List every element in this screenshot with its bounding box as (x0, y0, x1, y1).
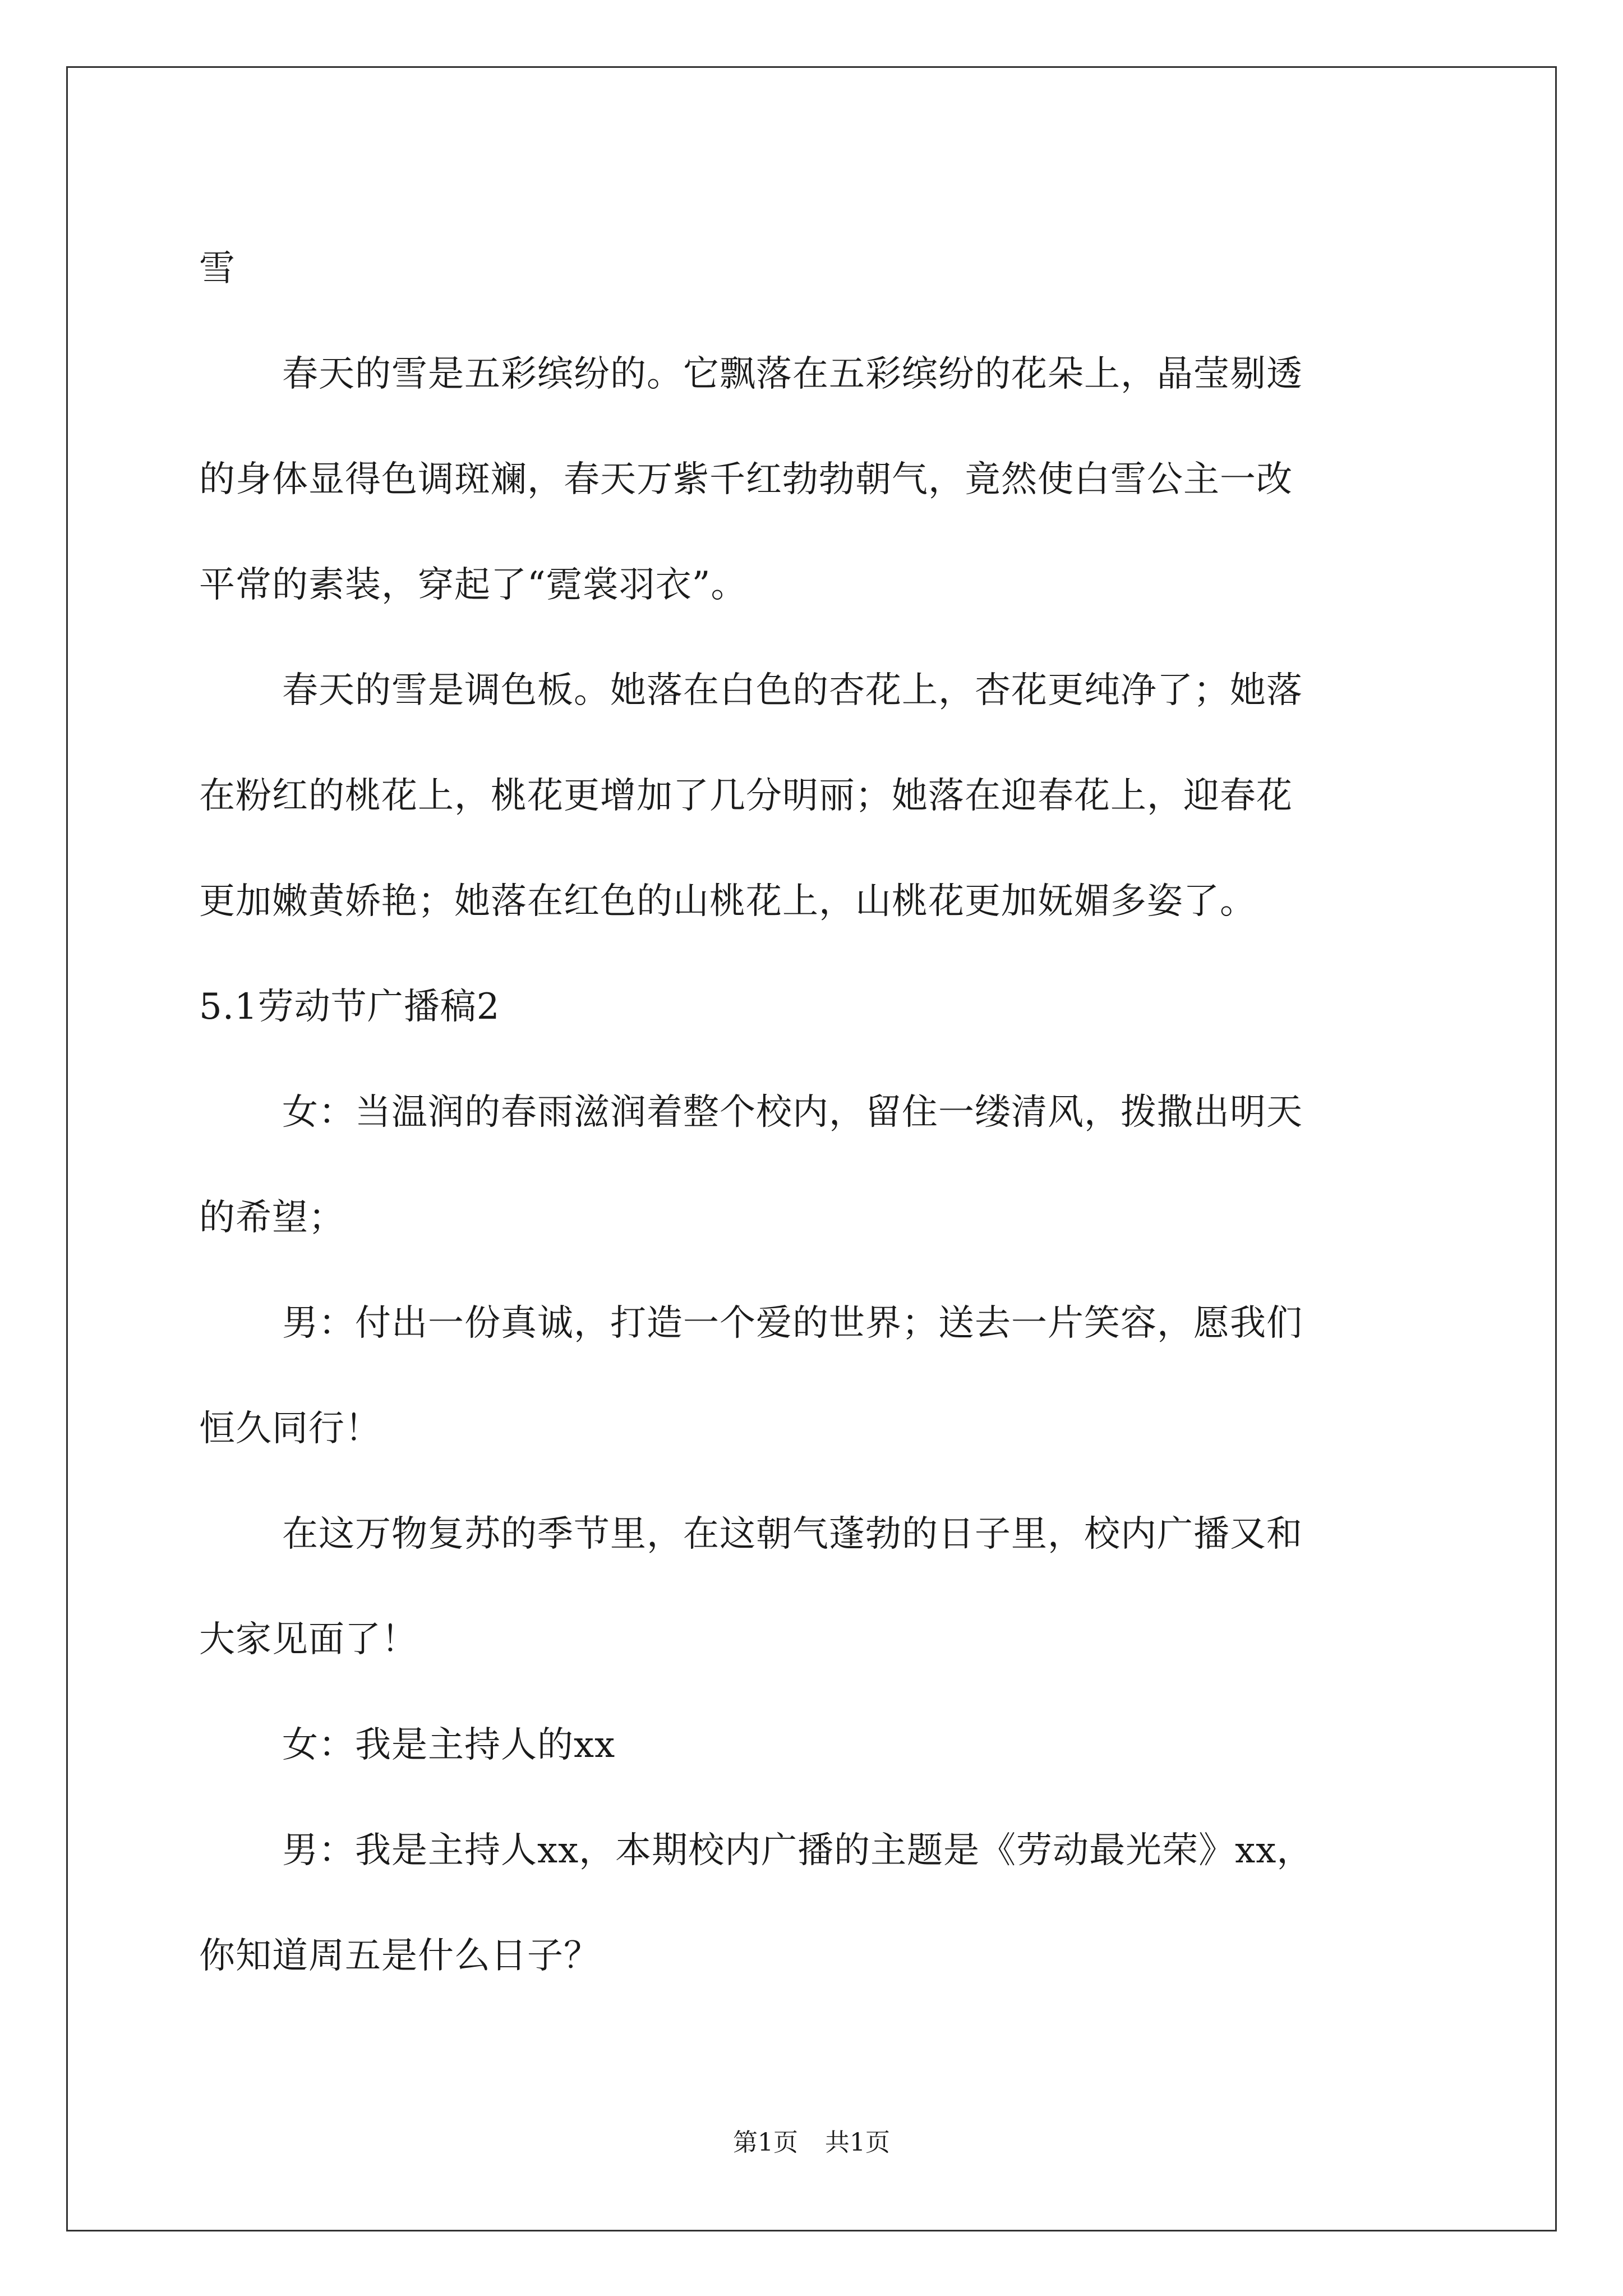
section-title: 5.1劳动节广播稿2 (199, 986, 500, 1028)
paragraph-line: 女：当温润的春雨滋润着整个校内，留住一缕清风，拨撒出明天 (282, 1092, 1303, 1133)
paragraph-line: 男：我是主持人xx，本期校内广播的主题是《劳动最光荣》xx， (282, 1830, 1313, 1871)
paragraph-line: 恒久同行！ (199, 1408, 381, 1450)
heading-line: 雪 (199, 248, 236, 289)
paragraph-line: 在粉红的桃花上，桃花更增加了几分明丽；她落在迎春花上，迎春花 (199, 775, 1293, 817)
paragraph-line: 男：付出一份真诚，打造一个爱的世界；送去一片笑容，愿我们 (282, 1303, 1303, 1344)
paragraph-line: 在这万物复苏的季节里，在这朝气蓬勃的日子里，校内广播又和 (282, 1513, 1303, 1555)
paragraph-line: 春天的雪是调色板。她落在白色的杏花上，杏花更纯净了；她落 (282, 670, 1303, 711)
paragraph-line: 大家见面了！ (199, 1619, 418, 1660)
paragraph-line: 更加嫩黄娇艳；她落在红色的山桃花上，山桃花更加妩媚多姿了。 (199, 881, 1256, 922)
paragraph-line: 春天的雪是五彩缤纷的。它飘落在五彩缤纷的花朵上，晶莹剔透 (282, 353, 1303, 395)
document-body (199, 216, 1433, 2009)
paragraph-line: 平常的素装，穿起了“霓裳羽衣”。 (199, 564, 748, 606)
paragraph-line: 的身体显得色调斑斓，春天万紫千红勃勃朝气，竟然使白雪公主一改 (199, 459, 1293, 500)
page-footer (0, 2126, 1623, 2160)
paragraph-line: 女：我是主持人的xx (282, 1724, 616, 1766)
paragraph-line: 的希望； (199, 1197, 345, 1239)
page-number-total: 共1页 (825, 2128, 890, 2157)
paragraph-line: 你知道周五是什么日子？ (199, 1935, 600, 1977)
page-number-current: 第1页 (733, 2128, 798, 2157)
